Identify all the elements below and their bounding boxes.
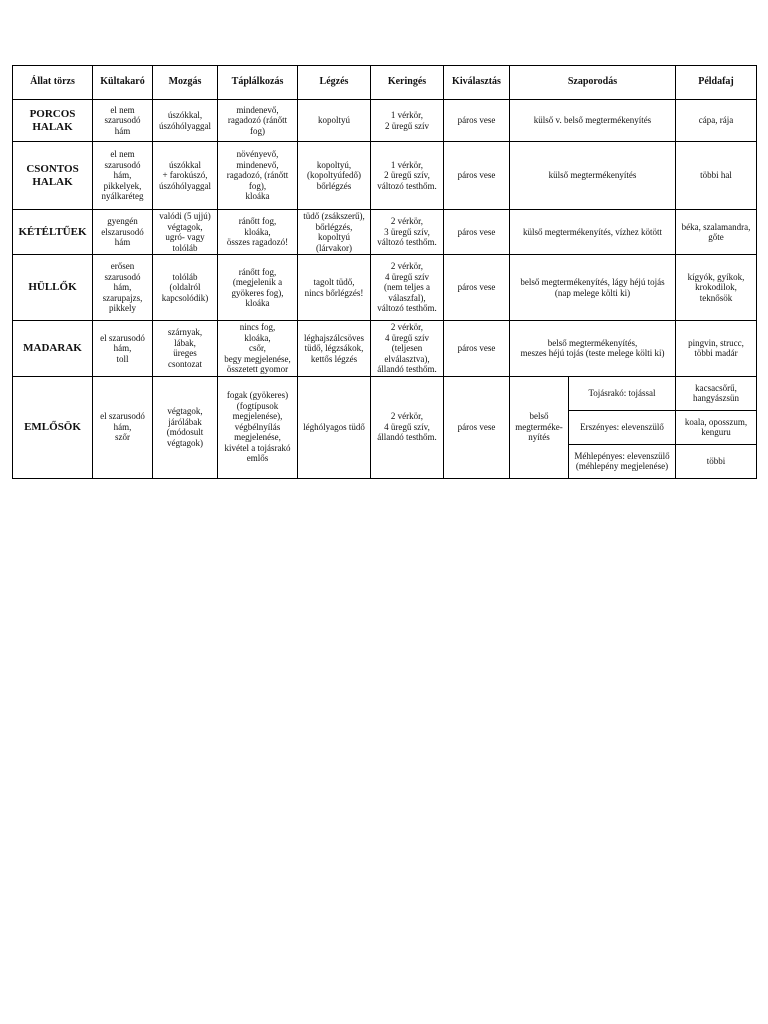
animal-classification-table [12,65,757,479]
cell-szaporodas-sub: Méhlepényes: elevenszülő (méhlepény megjelenése) [569,444,676,478]
cell-peldafaj: kígyók, gyíkok, krokodilok, teknősök [676,255,757,321]
header-keringes: Keringés [371,66,444,100]
cell-szaporodas: külső v. belső megtermékenyítés [510,100,676,142]
header-mozgas: Mozgás [153,66,218,100]
cell-szaporodas: belső megterméke- nyítés [510,376,569,478]
cell-mozgas: végtagok, járólábak (módosult végtagok) [153,376,218,478]
cell-legzes: kopoltyú, (kopoltyúfedő) bőrlégzés [298,142,371,210]
cell-szaporodas: belső megtermékenyítés, lágy héjú tojás (nap melege költi ki) [510,255,676,321]
cell-taplalkozas: ránőtt fog, (megjelenik a gyökeres fog), kloáka [218,255,298,321]
cell-keringes: 1 vérkör, 2 üregű szív, változó testhőm. [371,142,444,210]
cell-kultakaro: erősen szarusodó hám, szarupajzs, pikkely [93,255,153,321]
header-kivalasztas: Kiválasztás [444,66,510,100]
header-allat-torzs: Állat törzs [13,66,93,100]
cell-kivalasztas: páros vese [444,321,510,377]
cell-mozgas: tolóláb (oldalról kapcsolódik) [153,255,218,321]
cell-szaporodas-sub: Erszényes: elevenszülő [569,410,676,444]
cell-legzes: tagolt tüdő, nincs bőrlégzés! [298,255,371,321]
cell-kivalasztas: páros vese [444,255,510,321]
header-row [13,66,757,100]
row-name: KÉTÉLTŰEK [13,210,93,255]
header-peldafaj: Példafaj [676,66,757,100]
document-page [12,65,756,479]
cell-peldafaj: többi hal [676,142,757,210]
table-row [13,100,757,142]
header-taplalkozas: Táplálkozás [218,66,298,100]
row-name: CSONTOS HALAK [13,142,93,210]
cell-szaporodas: külső megtermékenyítés, vízhez kötött [510,210,676,255]
cell-legzes: kopoltyú [298,100,371,142]
cell-szaporodas: külső megtermékenyítés [510,142,676,210]
cell-kultakaro: el nem szarusodó hám, pikkelyek, nyálkaréteg [93,142,153,210]
cell-kivalasztas: páros vese [444,142,510,210]
cell-taplalkozas: mindenevő, ragadozó (ránőtt fog) [218,100,298,142]
cell-kivalasztas: páros vese [444,376,510,478]
cell-taplalkozas: nincs fog, kloáka, csőr, begy megjelenése, összetett gyomor [218,321,298,377]
cell-taplalkozas: ránőtt fog, kloáka, összes ragadozó! [218,210,298,255]
cell-peldafaj: béka, szalamandra, gőte [676,210,757,255]
cell-keringes: 1 vérkör, 2 üregű szív [371,100,444,142]
row-name: PORCOS HALAK [13,100,93,142]
cell-peldafaj: pingvin, strucc, többi madár [676,321,757,377]
cell-szaporodas: belső megtermékenyítés, meszes héjú tojás (teste melege költi ki) [510,321,676,377]
cell-keringes: 2 vérkör, 4 üregű szív (teljesen elválasztva), állandó testhőm. [371,321,444,377]
cell-peldafaj: többi [676,444,757,478]
cell-mozgas: úszókkal + farokúszó, úszóhólyaggal [153,142,218,210]
header-kultakaro: Kültakaró [93,66,153,100]
cell-peldafaj: koala, oposszum, kenguru [676,410,757,444]
cell-peldafaj: cápa, rája [676,100,757,142]
cell-kultakaro: el szarusodó hám, szőr [93,376,153,478]
cell-mozgas: valódi (5 ujjú) végtagok, ugró- vagy tolóláb [153,210,218,255]
cell-kivalasztas: páros vese [444,100,510,142]
cell-kivalasztas: páros vese [444,210,510,255]
table-row [13,142,757,210]
cell-legzes: tüdő (zsákszerű), bőrlégzés, kopoltyú (lárvakor) [298,210,371,255]
cell-taplalkozas: fogak (gyökeres) (fogtípusok megjelenése), végbélnyílás megjelenése, kivétel a tojásrakó emlős [218,376,298,478]
row-name: EMLŐSÖK [13,376,93,478]
table-row [13,255,757,321]
cell-mozgas: szárnyak, lábak, üreges csontozat [153,321,218,377]
cell-szaporodas-sub: Tojásrakó: tojással [569,376,676,410]
header-szaporodas: Szaporodás [510,66,676,100]
row-name: MADARAK [13,321,93,377]
cell-keringes: 2 vérkör, 4 üregű szív, állandó testhőm. [371,376,444,478]
header-legzes: Légzés [298,66,371,100]
table-row [13,210,757,255]
cell-kultakaro: gyengén elszarusodó hám [93,210,153,255]
row-name: HÜLLŐK [13,255,93,321]
cell-keringes: 2 vérkör, 3 üregű szív, változó testhőm. [371,210,444,255]
cell-taplalkozas: növényevő, mindenevő, ragadozó, (ránőtt fog), kloáka [218,142,298,210]
cell-kultakaro: el szarusodó hám, toll [93,321,153,377]
cell-peldafaj: kacsacsőrű, hangyászsün [676,376,757,410]
cell-keringes: 2 vérkör, 4 üregű szív (nem teljes a válaszfal), változó testhőm. [371,255,444,321]
cell-legzes: léghajszálcsöves tüdő, légzsákok, kettős légzés [298,321,371,377]
table-row [13,321,757,377]
cell-legzes: léghólyagos tüdő [298,376,371,478]
table-row [13,376,757,410]
cell-kultakaro: el nem szarusodó hám [93,100,153,142]
cell-mozgas: úszókkal, úszóhólyaggal [153,100,218,142]
